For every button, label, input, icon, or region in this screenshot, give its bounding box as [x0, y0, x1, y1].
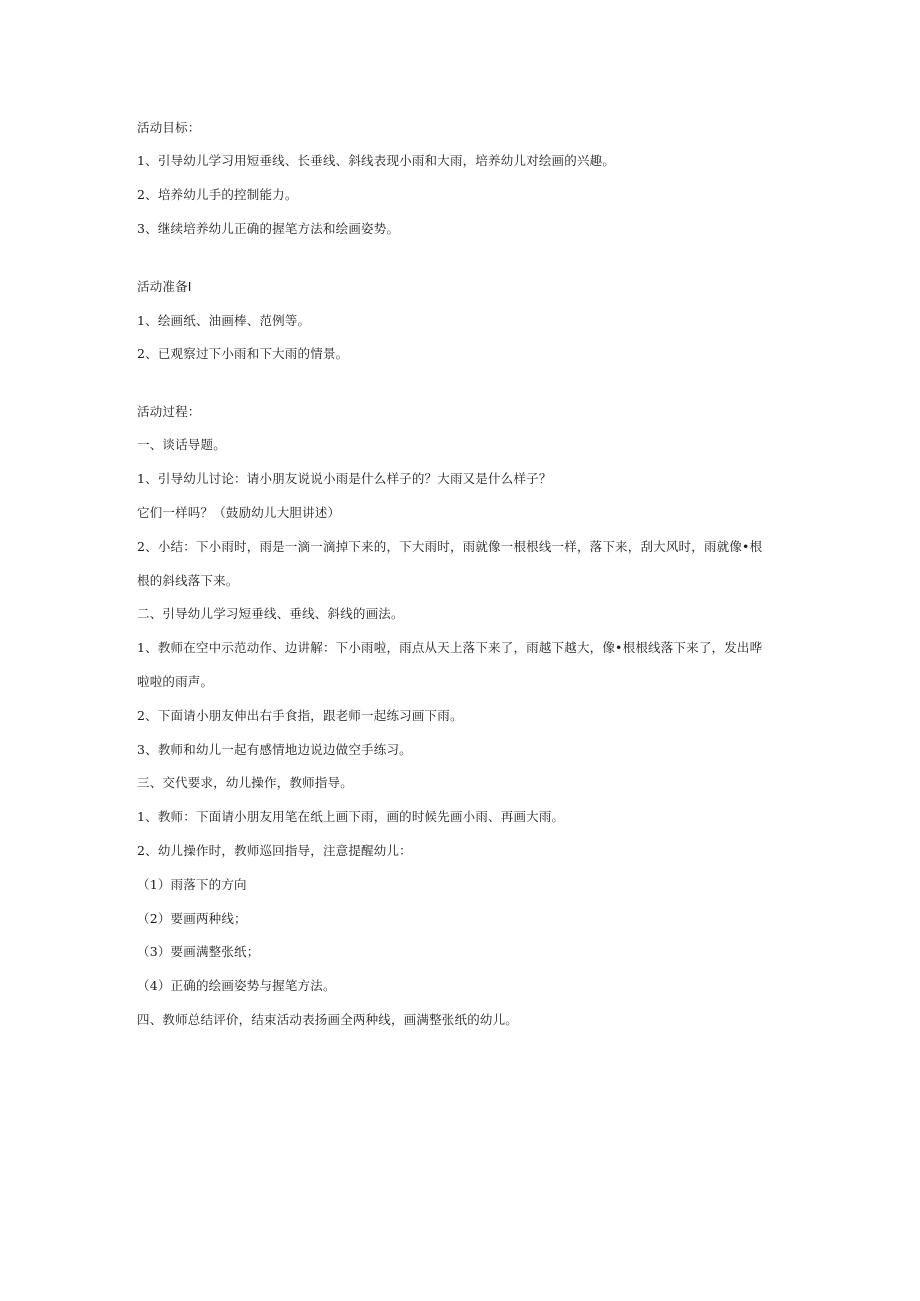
goal-item-2: 2、培养幼儿手的控制能力。	[137, 187, 298, 202]
process-line-5: 根的斜线落下来。	[137, 573, 239, 588]
section-heading-goals: 活动目标：	[137, 120, 201, 135]
process-line-7: 1、教师在空中示范动作、边讲解：下小雨啦，雨点从天上落下来了，雨越下越大，像•根根线落下来了，发出哗	[137, 640, 763, 655]
prep-item-2: 2、已观察过下小雨和下大雨的情景。	[137, 346, 349, 361]
process-line-18: 四、教师总结评价，结束活动表扬画全两种线，画满整张纸的幼儿。	[137, 1012, 519, 1027]
process-line-11: 三、交代要求，幼儿操作，教师指导。	[137, 775, 353, 790]
process-line-3: 它们一样吗？（鼓励幼儿大胆讲述）	[137, 505, 341, 520]
prep-item-1: 1、绘画纸、油画棒、范例等。	[137, 313, 311, 328]
goal-item-3: 3、继续培养幼儿正确的握笔方法和绘画姿势。	[137, 221, 400, 236]
process-line-13: 2、幼儿操作时，教师巡回指导，注意提醒幼儿：	[137, 843, 412, 858]
section-heading-process: 活动过程：	[137, 404, 201, 419]
process-line-14: （1）雨落下的方向	[137, 877, 247, 892]
process-line-9: 2、下面请小朋友伸出右手食指，跟老师一起练习画下雨。	[137, 708, 463, 723]
process-line-1: 一、谈话导题。	[137, 437, 226, 452]
process-line-17: （4）正确的绘画姿势与握笔方法。	[137, 978, 336, 993]
process-line-4: 2、小结：下小雨时，雨是一滴一滴掉下来的，下大雨时，雨就像一根根线一样，落下来，刮大风时，雨就像•根	[137, 539, 763, 554]
goal-item-1: 1、引导幼儿学习用短垂线、长垂线、斜线表现小雨和大雨，培养幼儿对绘画的兴趣。	[137, 153, 616, 168]
process-line-12: 1、教师：下面请小朋友用笔在纸上画下雨，画的时候先画小雨、再画大雨。	[137, 809, 565, 824]
process-line-15: （2）要画两种线；	[137, 911, 247, 926]
process-line-8: 啦啦的雨声。	[137, 674, 214, 689]
process-line-6: 二、引导幼儿学习短垂线、垂线、斜线的画法。	[137, 606, 404, 621]
process-line-16: （3）要画满整张纸；	[137, 944, 260, 959]
section-heading-prep: 活动准备I	[137, 279, 192, 294]
process-line-2: 1、引导幼儿讨论：请小朋友说说小雨是什么样子的？大雨又是什么样子？	[137, 471, 552, 486]
process-line-10: 3、教师和幼儿一起有感情地边说边做空手练习。	[137, 742, 412, 757]
